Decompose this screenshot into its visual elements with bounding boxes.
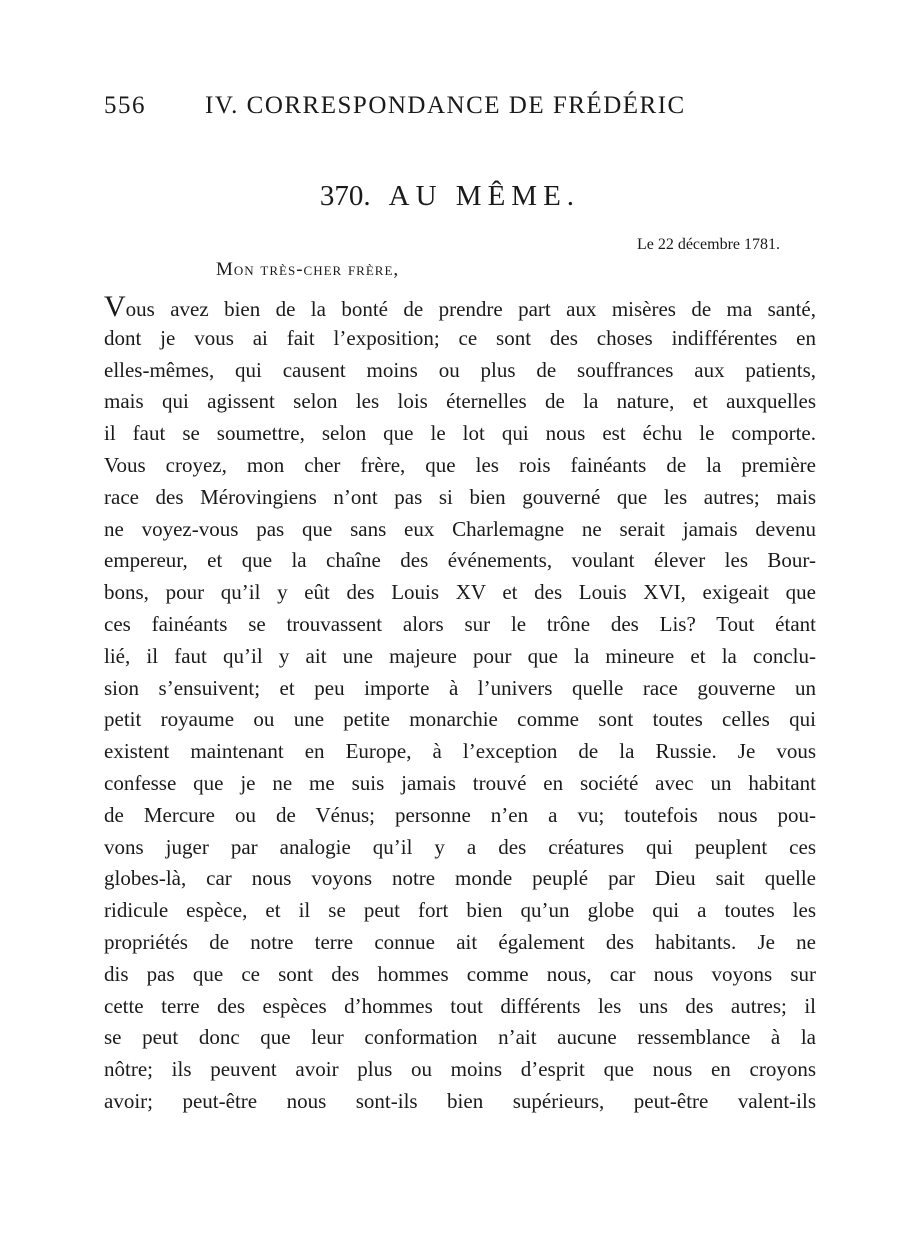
drop-cap: V	[104, 291, 126, 323]
body-line: dont je vous ai fait l’exposition; ce sont des choses indifférentes en	[104, 325, 816, 350]
body-line: nôtre; ils peuvent avoir plus ou moins d’esprit que nous en croyons	[104, 1057, 816, 1082]
running-head	[104, 92, 724, 126]
body-line: propriétés de notre terre connue ait également des habitants. Je ne	[104, 929, 816, 954]
body-line: ridicule espèce, et il se peut fort bien qu’un globe qui a toutes les	[104, 898, 816, 923]
body-line: se peut donc que leur conformation n’ait aucune ressemblance à la	[104, 1025, 816, 1050]
body-line: confesse que je ne me suis jamais trouvé en société avec un habitant	[104, 770, 816, 795]
salutation: Mon très-cher frère,	[216, 259, 400, 280]
body-line: sion s’ensuivent; et peu importe à l’univers quelle race gouverne un	[104, 675, 816, 700]
body-line: cette terre des espèces d’hommes tout différents les uns des autres; il	[104, 993, 816, 1018]
letter-title: AU MÊME.	[388, 180, 581, 212]
body-line: vons juger par analogie qu’il y a des créatures qui peuplent ces	[104, 834, 816, 859]
body-line: existent maintenant en Europe, à l’exception de la Russie. Je vous	[104, 739, 816, 764]
body-line: Vous croyez, mon cher frère, que les rois fainéants de la première	[104, 452, 816, 477]
body-line: bons, pour qu’il y eût des Louis XV et des Louis XVI, exigeait que	[104, 580, 816, 605]
body-line: ne voyez-vous pas que sans eux Charlemagne ne serait jamais devenu	[104, 516, 816, 541]
body-line: mais qui agissent selon les lois éternelles de la nature, et auxquelles	[104, 389, 816, 414]
body-line: elles-mêmes, qui causent moins ou plus de souffrances aux patients,	[104, 357, 816, 382]
running-head-title: IV. CORRESPONDANCE DE FRÉDÉRIC	[205, 92, 686, 119]
body-line: ces fainéants se trouvassent alors sur le trône des Lis? Tout étant	[104, 611, 816, 636]
body-line: empereur, et que la chaîne des événements, voulant élever les Bour-	[104, 548, 816, 573]
letter-body	[104, 291, 816, 1118]
body-line	[104, 291, 816, 323]
body-line: de Mercure ou de Vénus; personne n’en a vu; toutefois nous pou-	[104, 802, 816, 827]
body-line: dis pas que ce sont des hommes comme nous, car nous voyons sur	[104, 961, 816, 986]
body-line: petit royaume ou une petite monarchie comme sont toutes celles qui	[104, 707, 816, 732]
body-line: avoir; peut-être nous sont-ils bien supérieurs, peut-être valent-ils	[104, 1088, 816, 1113]
letter-date: Le 22 décembre 1781.	[636, 236, 780, 253]
page-number: 556	[104, 92, 146, 119]
body-line-text: ous avez bien de la bonté de prendre part aux misères de ma santé,	[125, 297, 816, 321]
letter-heading	[0, 180, 900, 213]
body-line: race des Mérovingiens n’ont pas si bien gouverné que les autres; mais	[104, 484, 816, 509]
letter-number: 370.	[319, 180, 371, 212]
body-line: lié, il faut qu’il y ait une majeure pour que la mineure et la conclu-	[104, 643, 816, 668]
body-line: globes-là, car nous voyons notre monde peuplé par Dieu sait quelle	[104, 866, 816, 891]
body-line: il faut se soumettre, selon que le lot qui nous est échu le comporte.	[104, 421, 816, 446]
